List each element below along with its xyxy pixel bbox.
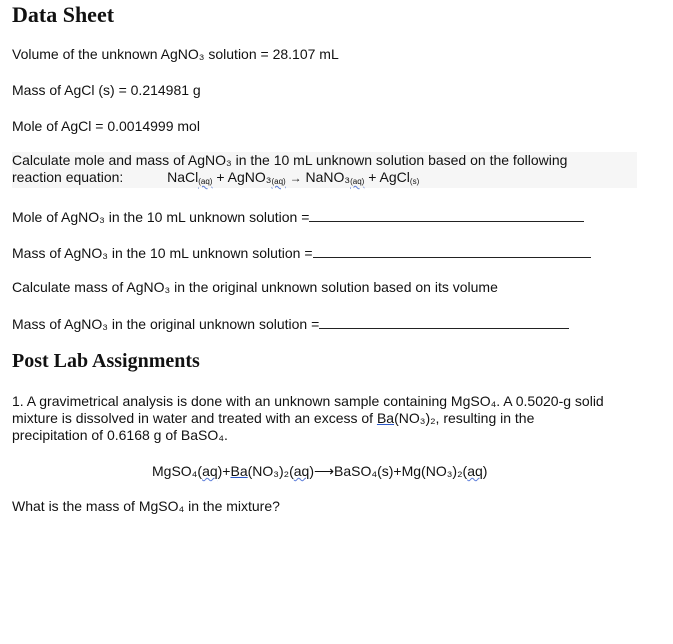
q1-line-2-part-c: (NO₃)₂, resulting in the (394, 410, 535, 426)
page-title: Data Sheet (12, 2, 115, 27)
nacl-formula: NaCl (167, 169, 199, 185)
eq-aq-2: aq (293, 463, 310, 479)
mole-agno3-label: Mole of AgNO₃ in the 10 mL unknown solution = (12, 209, 310, 225)
mass-original-label: Mass of AgNO₃ in the original unknown solution = (12, 316, 320, 332)
agno3-formula: AgNO₃ (227, 169, 272, 185)
q1-line-2-part-a: mixture is dissolved in water and treated with an excess of (12, 410, 377, 426)
eq-ba: Ba (230, 463, 248, 479)
eq-part-4: )⟶BaSO₄(s)+Mg(NO₃)₂( (309, 463, 468, 479)
plus-2: + (368, 169, 377, 185)
eq-aq-3: aq (467, 463, 483, 479)
mole-agno3-answer-blank[interactable] (309, 208, 584, 222)
reaction-equation (167, 169, 419, 185)
eq-part-2: )+ (217, 463, 231, 479)
mass-agno3-label: Mass of AgNO₃ in the 10 mL unknown solution = (12, 245, 313, 261)
reaction-arrow-icon: → (289, 171, 302, 185)
state-s: (s) (409, 177, 420, 186)
q1-line-2-ba: Ba (376, 410, 395, 426)
state-aq-2: (aq) (271, 177, 286, 186)
calc-original-line: Calculate mass of AgNO₃ in the original unknown solution based on its volume (12, 279, 498, 295)
mole-agno3-line (12, 208, 584, 226)
mgso4-equation (152, 463, 487, 480)
volume-line: Volume of the unknown AgNO₃ solution = 28.107 mL (12, 46, 339, 62)
reaction-label: reaction equation: (12, 169, 124, 185)
nano3-formula: NaNO₃ (305, 169, 351, 185)
calc-prompt-line-2 (12, 169, 637, 190)
mass-agno3-answer-blank[interactable] (313, 244, 591, 258)
question-1-line-3: precipitation of 0.6168 g of BaSO₄. (12, 427, 228, 443)
calc-prompt-line-1: Calculate mole and mass of AgNO₃ in the 10 mL unknown solution based on the following (12, 152, 568, 168)
question-1-text (12, 393, 652, 444)
post-lab-title: Post Lab Assignments (12, 350, 200, 372)
eq-aq-1: aq (202, 463, 218, 479)
calc-prompt-block (12, 152, 637, 188)
agcl-formula: AgCl (379, 169, 410, 185)
mass-original-answer-blank[interactable] (319, 315, 569, 329)
question-mass-mgso4: What is the mass of MgSO₄ in the mixture? (12, 498, 280, 514)
state-aq-3: (aq) (350, 177, 365, 186)
question-1-line-2 (12, 410, 652, 427)
eq-part-3: (NO₃)₂( (247, 463, 294, 479)
state-aq-1: (aq) (198, 177, 213, 186)
eq-part-1: MgSO₄( (152, 463, 203, 479)
mass-original-line (12, 315, 569, 333)
question-1-line-1: 1. A gravimetrical analysis is done with an unknown sample containing MgSO₄. A 0.5020-g solid (12, 393, 604, 409)
mass-agcl-line: Mass of AgCl (s) = 0.214981 g (12, 82, 201, 98)
mole-agcl-line: Mole of AgCl = 0.0014999 mol (12, 118, 200, 134)
eq-part-5: ) (482, 463, 488, 479)
plus-1: + (216, 169, 225, 185)
mass-agno3-line (12, 244, 591, 262)
